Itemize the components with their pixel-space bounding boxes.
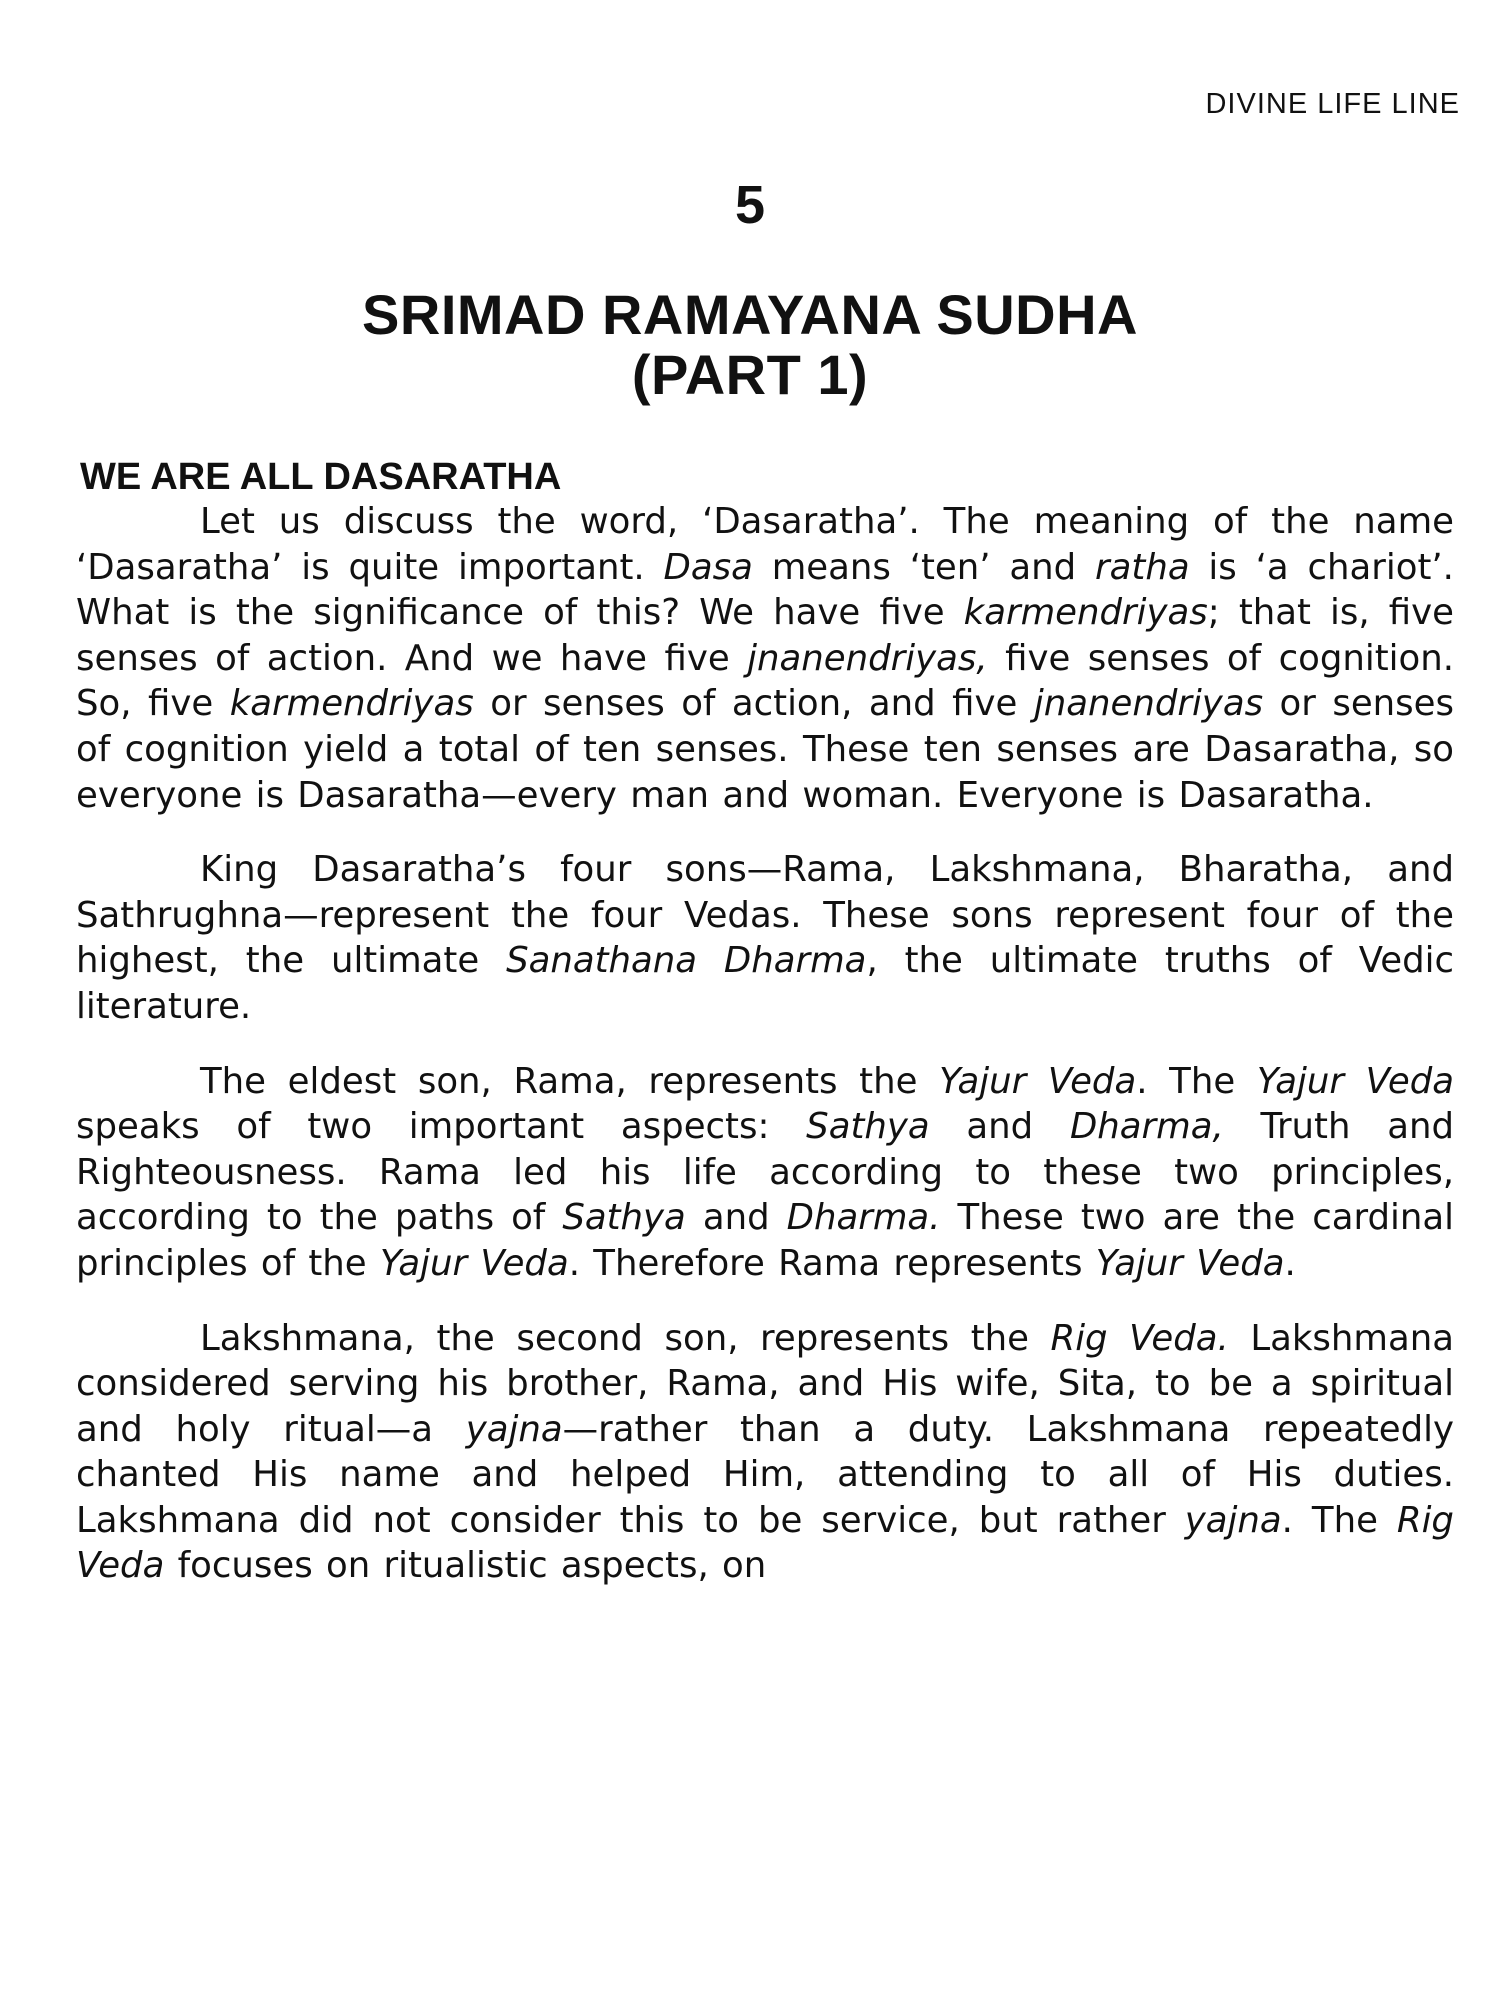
italic-term: Yajur Veda (1256, 1060, 1455, 1102)
italic-term: Rig Veda. (1050, 1317, 1229, 1359)
text-run: Truth and Righteousness. Rama led his life according to these two principles, according to the paths of (76, 1106, 1454, 1239)
text-run: . The (1281, 1499, 1397, 1541)
text-run: or senses of action, and five (473, 683, 1034, 725)
text-run: means ‘ten’ and (752, 546, 1096, 588)
section-heading: WE ARE ALL DASARATHA (80, 456, 562, 498)
text-run: and (929, 1106, 1070, 1148)
italic-term: Rig Veda (76, 1499, 1454, 1587)
italic-term: karmendriyas (229, 683, 474, 725)
text-run: five senses of cognition. So, five (76, 637, 1454, 725)
italic-term: karmendriyas (963, 592, 1208, 634)
italic-term: yajna (465, 1408, 563, 1450)
body-content (76, 455, 1454, 1618)
italic-term: Sathya (806, 1106, 930, 1148)
chapter-number: 5 (734, 175, 766, 235)
text-run: focuses on ritualistic aspects, on (164, 1545, 767, 1587)
text-run: speaks of two important aspects: (76, 1106, 807, 1148)
italic-term: Dasa (663, 546, 753, 588)
text-run: . (1284, 1242, 1296, 1284)
text-run: Lakshmana considered serving his brother, Rama, and His wife, Sita, to be a spiritual and holy ritual—a (76, 1317, 1455, 1450)
italic-term: Dharma, (1069, 1106, 1224, 1148)
paragraph (76, 499, 1454, 818)
text-run: or senses of cognition yield a total of ten senses. These ten senses are Dasaratha, so everyone is Dasaratha—every man and woman. Everyone is Dasaratha. (76, 683, 1455, 816)
text-run: The eldest son, Rama, represents the (200, 1060, 940, 1102)
italic-term: yajna (1184, 1499, 1282, 1541)
italic-term: jnanendriyas (1033, 683, 1264, 725)
text-run: is ‘a chariot’. What is the significance of this? We have five (76, 546, 1454, 634)
text-run: . The (1136, 1060, 1257, 1102)
paragraph (76, 847, 1454, 1029)
text-run: Let us discuss the word, ‘Dasaratha’. The meaning of the name ‘Dasaratha’ is quite important. (76, 501, 1454, 588)
chapter-title-line-2: (PART 1) (631, 343, 869, 406)
italic-term: Dharma. (786, 1197, 941, 1239)
running-head: DIVINE LIFE LINE (1205, 88, 1460, 120)
italic-term: Yajur Veda (1095, 1242, 1285, 1284)
text-run: , the ultimate truths of Vedic literature. (76, 940, 1455, 1027)
paragraph (76, 1316, 1454, 1590)
paragraph-list (76, 499, 1454, 1589)
text-run: Lakshmana, the second son, represents the (200, 1317, 1051, 1359)
paragraph (76, 1059, 1454, 1287)
text-run: —rather than a duty. Lakshmana repeatedly chanted His name and helped Him, attending to all of His duties. Lakshmana did not consider this to be service, but rather (76, 1408, 1454, 1541)
italic-term: Sathya (562, 1197, 686, 1239)
text-run: These two are the cardinal principles of the (76, 1197, 1455, 1284)
italic-term: Yajur Veda (379, 1242, 569, 1284)
text-run: King Dasaratha’s four sons—Rama, Lakshmana, Bharatha, and Sathrughna—represent the four Vedas. These sons represent four of the highest, the ultimate (76, 849, 1454, 982)
text-run: . Therefore Rama represents (568, 1242, 1096, 1284)
italic-term: Sanathana Dharma (506, 940, 867, 982)
text-run: ; that is, five senses of action. And we have five (76, 592, 1454, 679)
chapter-title (0, 285, 1500, 405)
chapter-title-line-1: SRIMAD RAMAYANA SUDHA (362, 283, 1138, 346)
italic-term: ratha (1095, 546, 1190, 588)
italic-term: jnanendriyas, (747, 637, 988, 679)
italic-term: Yajur Veda (939, 1060, 1137, 1102)
text-run: and (685, 1197, 787, 1239)
